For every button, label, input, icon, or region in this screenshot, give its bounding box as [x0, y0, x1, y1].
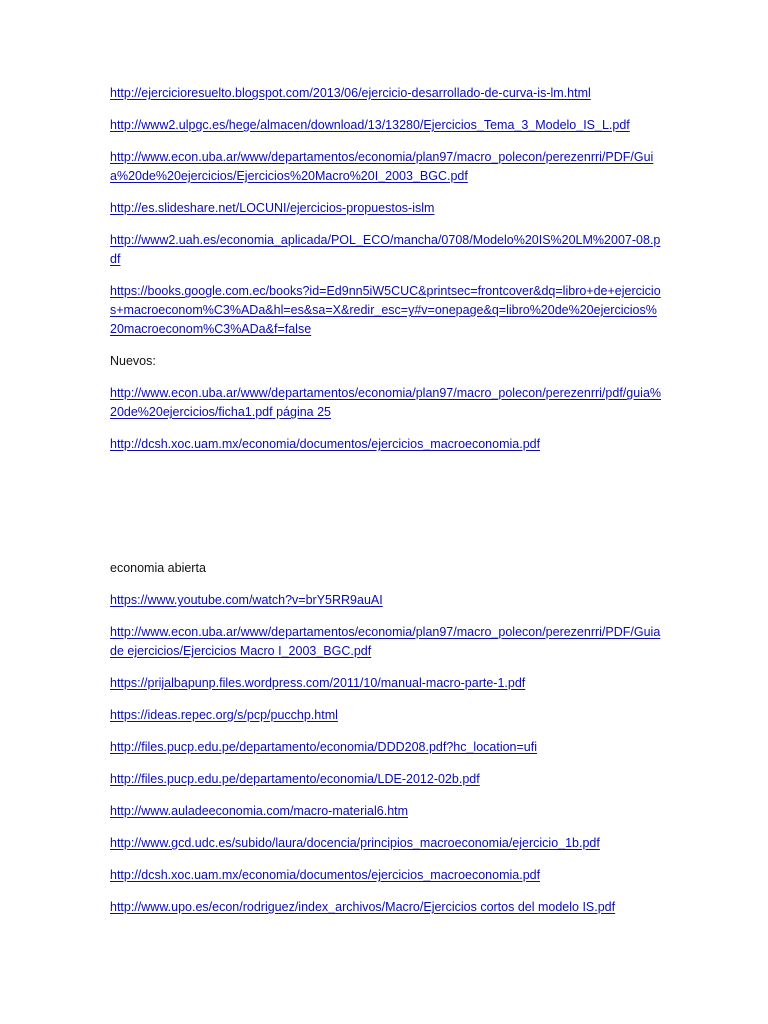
link-uah-modelo-islm[interactable]: http://www2.uah.es/economia_aplicada/POL_ECO/mancha/0708/Modelo%20IS%20LM%2007-08.pdf: [110, 233, 661, 266]
link-prijalbapunp-manual[interactable]: https://prijalbapunp.files.wordpress.com/2011/10/manual-macro-parte-1.pdf: [110, 676, 526, 690]
link-google-books[interactable]: https://books.google.com.ec/books?id=Ed9nn5iW5CUC&printsec=frontcover&dq=libro+de+ejercicios+macroeconom%C3%ADa&hl=es&sa=X&redir_esc=y#v=onepage&q=libro%20de%20ejercicios%20macroeconom%C3%ADa&f=false: [110, 284, 661, 336]
link-is-lm-blog[interactable]: http://ejercicioresuelto.blogspot.com/2013/06/ejercicio-desarrollado-de-curva-is-lm.html: [110, 86, 591, 100]
link-uba-guia-ejercicios[interactable]: http://www.econ.uba.ar/www/departamentos/economia/plan97/macro_polecon/perezenrri/PDF/Guia de ejercicios/Ejercicios Macro I_2003_BGC.pdf: [110, 625, 661, 658]
link-uam-ejercicios[interactable]: http://dcsh.xoc.uam.mx/economia/documentos/ejercicios_macroeconomia.pdf: [110, 437, 541, 451]
link-paragraph: [110, 116, 662, 135]
link-paragraph: [110, 84, 662, 103]
link-paragraph: [110, 384, 662, 422]
link-uba-guia-pdf[interactable]: http://www.econ.uba.ar/www/departamentos/economia/plan97/macro_polecon/perezenrri/PDF/Guia%20de%20ejercicios/Ejercicios%20Macro%20I_2003_BGC.pdf: [110, 150, 654, 183]
link-pucp-lde[interactable]: http://files.pucp.edu.pe/departamento/economia/LDE-2012-02b.pdf: [110, 772, 480, 786]
link-paragraph: [110, 706, 662, 725]
link-paragraph: [110, 770, 662, 789]
link-youtube-video[interactable]: https://www.youtube.com/watch?v=brY5RR9auAI: [110, 593, 383, 607]
link-paragraph: [110, 738, 662, 757]
link-uba-ficha1[interactable]: http://www.econ.uba.ar/www/departamentos/economia/plan97/macro_polecon/perezenrri/pdf/guia%20de%20ejercicios/ficha1.pdf: [110, 386, 662, 419]
link-udc-ejercicio[interactable]: http://www.gcd.udc.es/subido/laura/docencia/principios_macroeconomia/ejercicio_1b.pdf: [110, 836, 600, 850]
link-ulpgc-tema3[interactable]: http://www2.ulpgc.es/hege/almacen/download/13/13280/Ejercicios_Tema_3_Modelo_IS_L.pdf: [110, 118, 630, 132]
link-repec-pucchp[interactable]: https://ideas.repec.org/s/pcp/pucchp.html: [110, 708, 338, 722]
link-auladeeconomia[interactable]: http://www.auladeeconomia.com/macro-material6.htm: [110, 804, 409, 818]
link-paragraph: [110, 866, 662, 885]
link-paragraph: [110, 282, 662, 339]
link-paragraph: [110, 674, 662, 693]
document-page: [110, 84, 662, 930]
link-paragraph: [110, 148, 662, 186]
page-reference-text: página 25: [272, 405, 331, 419]
link-paragraph: [110, 199, 662, 218]
link-paragraph: [110, 591, 662, 610]
link-paragraph: [110, 231, 662, 269]
link-paragraph: [110, 834, 662, 853]
link-paragraph: [110, 623, 662, 661]
link-pucp-ddd208[interactable]: http://files.pucp.edu.pe/departamento/economia/DDD208.pdf?hc_location=ufi: [110, 740, 538, 754]
link-uam-ejercicios-2[interactable]: http://dcsh.xoc.uam.mx/economia/documentos/ejercicios_macroeconomia.pdf: [110, 868, 541, 882]
economia-abierta-heading: economia abierta: [110, 561, 206, 575]
link-paragraph: [110, 802, 662, 821]
blank-space: [110, 467, 662, 559]
link-upo-ejercicios-cortos[interactable]: http://www.upo.es/econ/rodriguez/index_archivos/Macro/Ejercicios cortos del modelo IS.pdf: [110, 900, 616, 914]
nuevos-heading: Nuevos:: [110, 354, 156, 368]
link-paragraph: [110, 898, 662, 917]
link-paragraph: [110, 435, 662, 454]
link-slideshare-islm[interactable]: http://es.slideshare.net/LOCUNI/ejercicios-propuestos-islm: [110, 201, 435, 215]
